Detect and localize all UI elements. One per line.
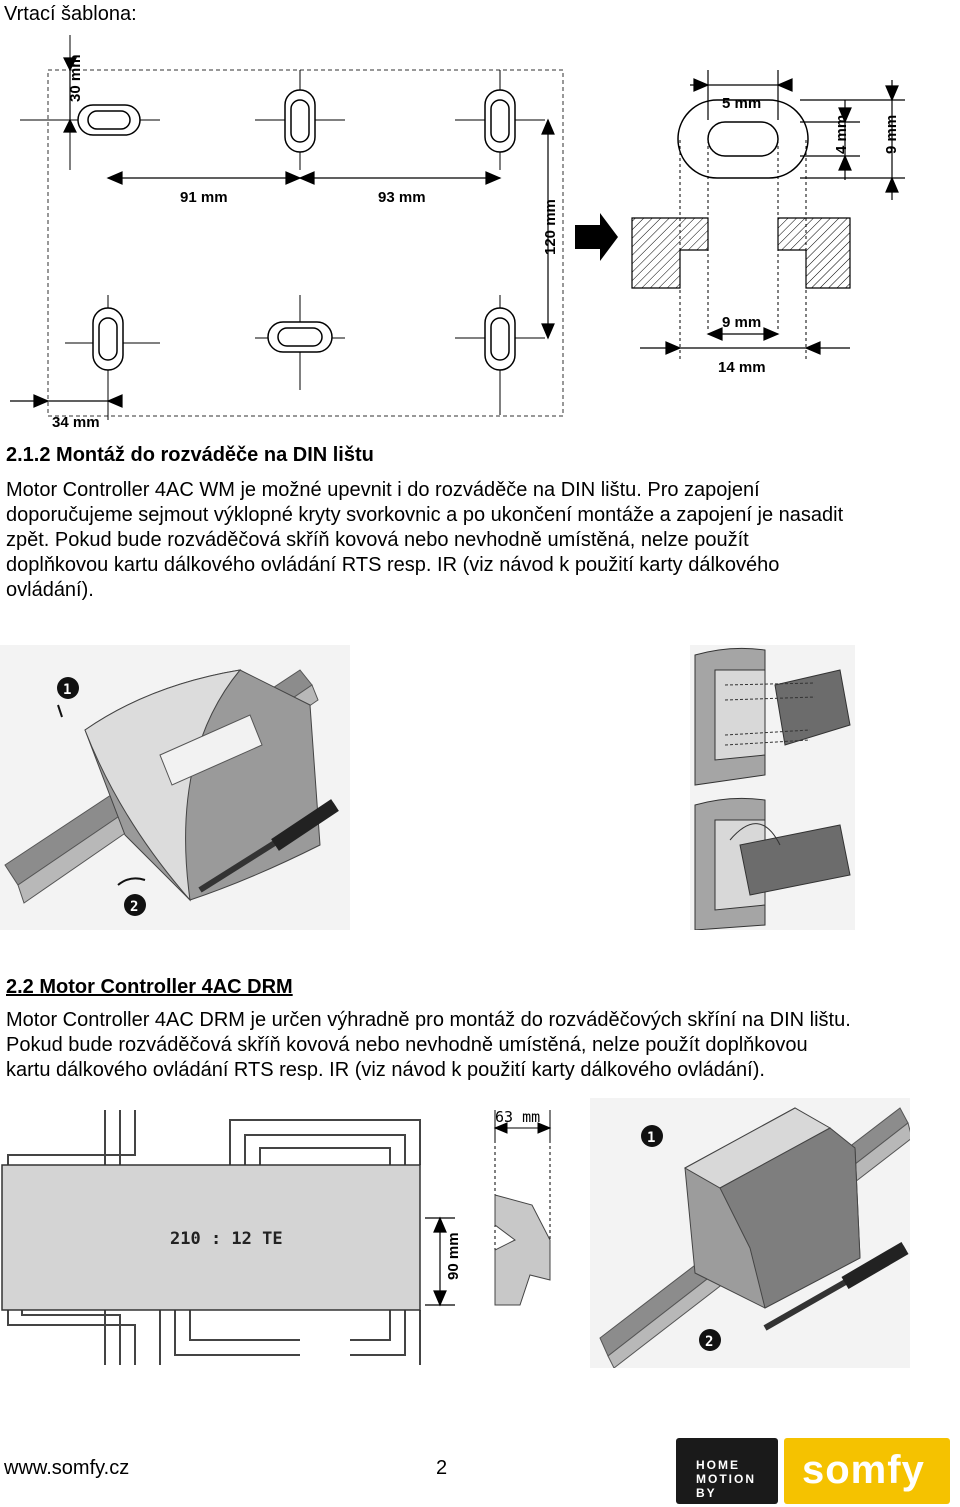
section-heading-drm: 2.2 Motor Controller 4AC DRM: [6, 976, 293, 998]
page-number: 2: [436, 1457, 448, 1479]
footer-url[interactable]: www.somfy.cz: [4, 1457, 130, 1479]
step-2-label: 2: [705, 1334, 714, 1350]
dim-5: 5 mm: [722, 95, 762, 112]
dim-120: 120 mm: [542, 199, 559, 255]
terminal-cover-illustration: [690, 645, 855, 930]
step-2-label: 2: [130, 899, 139, 915]
paragraph-line: zpět. Pokud bude rozváděčová skříň kovová nebo nevhodně umístěná, nelze použít: [6, 529, 749, 551]
dim-93: 93 mm: [378, 189, 426, 206]
home-motion-logo: [676, 1438, 778, 1504]
home-motion-line2: MOTION BY: [696, 1472, 756, 1500]
dim-91: 91 mm: [180, 189, 228, 206]
section-heading-din-mount: 2.1.2 Montáž do rozváděče na DIN lištu: [6, 444, 374, 466]
somfy-logo: [784, 1438, 950, 1504]
paragraph-line: ovládání).: [6, 579, 94, 601]
dim-90: 90 mm: [445, 1232, 462, 1280]
paragraph-line: doplňkovou kartu dálkového ovládání RTS resp. IR (viz návod k použití karty dálkového: [6, 554, 780, 576]
home-motion-line1: HOME: [696, 1458, 740, 1472]
drm-din-rail-illustration: [590, 1098, 910, 1368]
dim-34: 34 mm: [52, 414, 100, 431]
template-title: Vrtací šablona:: [4, 3, 137, 25]
drm-device-diagram: [0, 1100, 570, 1370]
device-module-label: 210 : 12 TE: [170, 1229, 283, 1249]
wm-din-rail-illustration: [0, 645, 350, 930]
dim-9-vertical: 9 mm: [883, 114, 900, 154]
paragraph-line: Pokud bude rozváděčová skříň kovová nebo nevhodně umístěná, nelze použít doplňkovou: [6, 1034, 808, 1056]
paragraph-line: Motor Controller 4AC DRM je určen výhradně pro montáž do rozváděčových skříní na DIN lištu.: [6, 1009, 851, 1031]
dim-63: 63 mm: [495, 1108, 541, 1126]
paragraph-line: kartu dálkového ovládání RTS resp. IR (viz návod k použití karty dálkového ovládání).: [6, 1059, 765, 1081]
somfy-wordmark: somfy: [802, 1448, 925, 1492]
dim-30: 30 mm: [67, 54, 84, 102]
drilling-template-diagram: [0, 30, 960, 440]
paragraph-line: Motor Controller 4AC WM je možné upevnit i do rozváděče na DIN lištu. Pro zapojení: [6, 479, 760, 501]
step-1-label: 1: [647, 1130, 656, 1146]
dim-4: 4 mm: [833, 114, 850, 154]
section-body-drm: [6, 1008, 956, 1083]
arrow-right-icon: [575, 213, 618, 261]
dim-9: 9 mm: [722, 314, 762, 331]
section-body-din-mount: [6, 478, 956, 603]
step-1-label: 1: [63, 682, 72, 698]
dim-14: 14 mm: [718, 359, 766, 376]
paragraph-line: doporučujeme sejmout výklopné kryty svorkovnic a po ukončení montáže a zapojení je nasadit: [6, 504, 844, 526]
